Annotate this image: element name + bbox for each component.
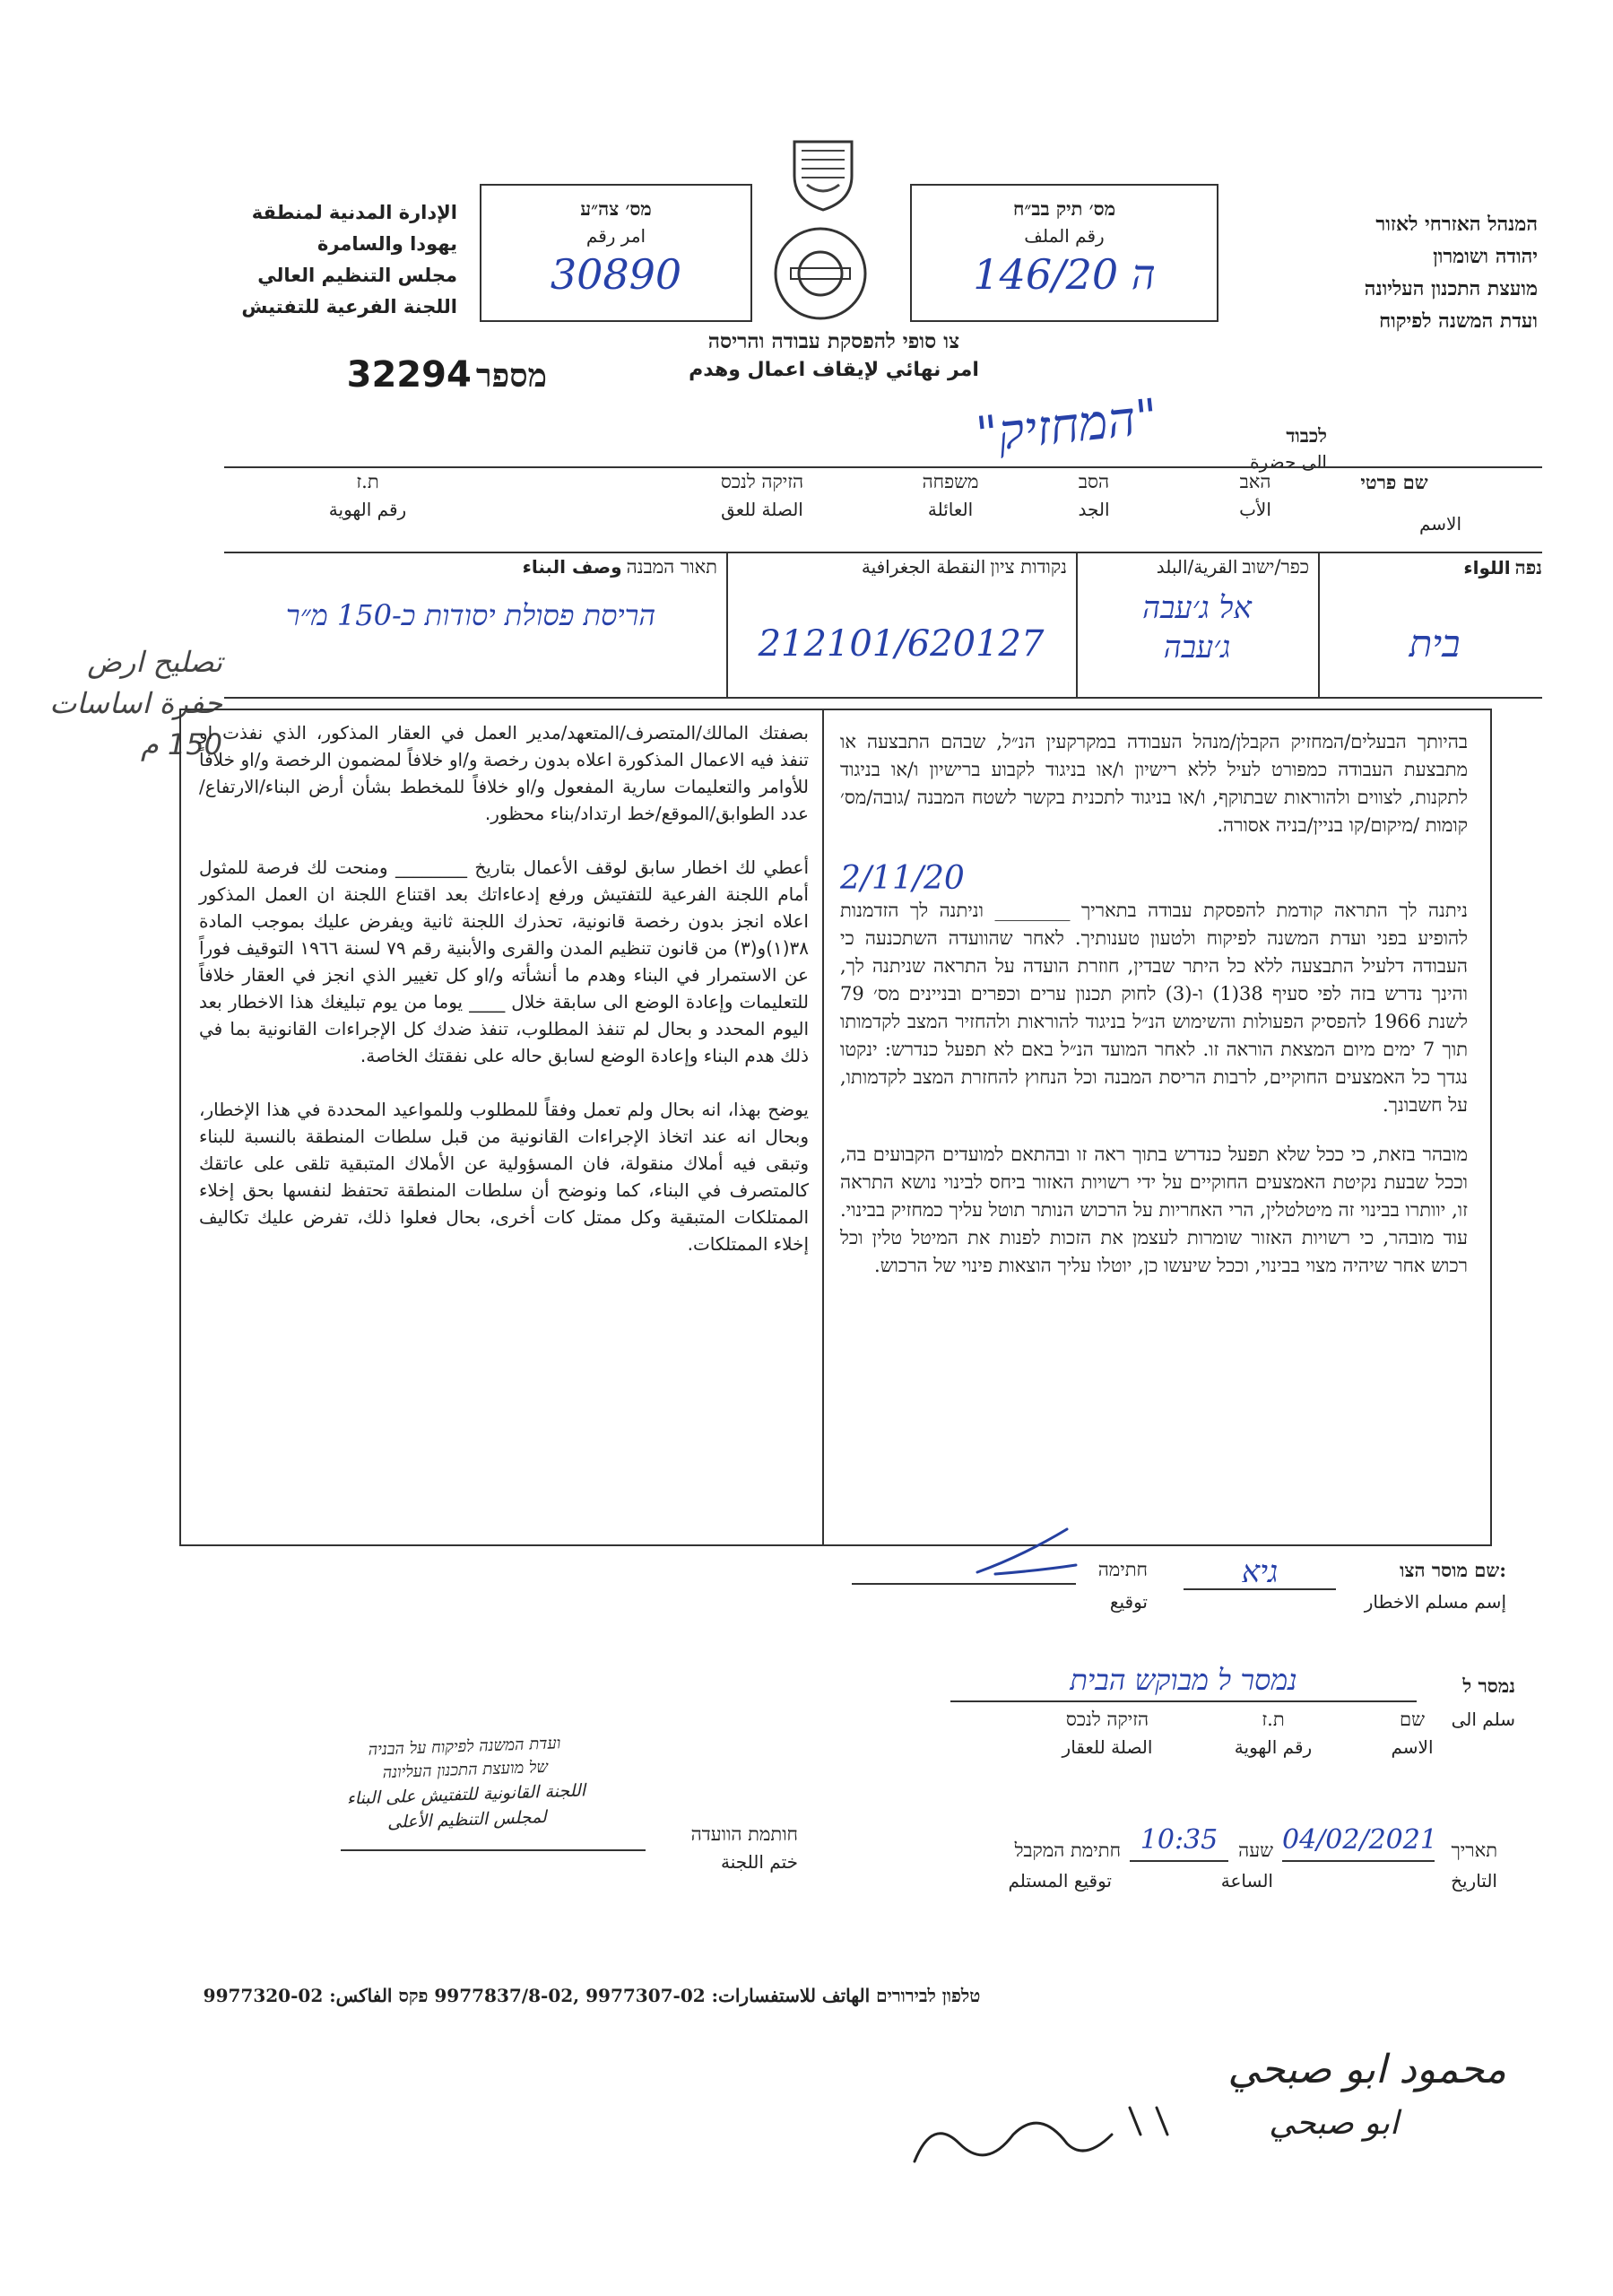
hebrew-body <box>840 728 1468 1280</box>
person-col-id <box>305 468 430 523</box>
hour-label-ar: الساعة <box>1220 1870 1273 1892</box>
order-number-value: 30890 <box>550 250 682 299</box>
server-signature <box>968 1520 1085 1583</box>
district-value: בית <box>1409 622 1461 665</box>
recipient-signature-label-he: חתימת המקבל <box>1014 1839 1121 1861</box>
file-label-ar: رقم الملف <box>1024 225 1105 247</box>
person-col-relation <box>690 468 834 523</box>
bottom-signature <box>906 2081 1192 2179</box>
col-header-ar: رقم الهوية <box>328 499 407 520</box>
delivered-col-ar: الصلة للعقار <box>1062 1736 1153 1758</box>
addressee-label-ar: الى حضرة <box>1250 451 1327 473</box>
delivered-col-ar: الاسم <box>1391 1736 1434 1758</box>
person-col-first-name <box>1327 468 1461 537</box>
arabic-paragraph-3: يوضح بهذا، انه بحال ولم تعمل وفقاً للمطلوب وللمواعيد المحددة في هذا الإخطار، وبحال انه عند اتخاذ الإجراءات القانونية من قبل سلطات المنطقة بالنسبة للبناء وتبقى فيه أملاك منقولة، فان المسؤولية عن الأملاك المتبقية تلقى على عاتقك كالمتصرف في البناء، كما ونوضح أن سلطات المنطقة تحتفظ لنفسها بحق إخلاء الممتلكات المتبقية وكل ممتل كات أخرى، بحال فعلوا ذلك، تفرض عليك تكاليف إخلاء الممتلكات. <box>199 1099 809 1255</box>
order-label-ar: امر رقم <box>585 225 646 247</box>
serial-label: מספר <box>475 357 547 395</box>
col-header-he: ת.ז <box>356 471 379 492</box>
server-signature-label-he: חתימה <box>1097 1559 1148 1580</box>
order-title-he: צו סופי להפסקת עבודה והריסה <box>707 329 960 353</box>
order-label-he: מס׳ צה״ע <box>580 197 652 220</box>
handwriting-line-1: محمود ابو صبحي <box>1227 2047 1506 2092</box>
delivered-col-id <box>1210 1706 1336 1761</box>
date-value: 04/02/2021 <box>1282 1821 1435 1862</box>
col-header-ar: الاسم <box>1418 513 1461 535</box>
authority-ar-line: يهودا والسامرة <box>317 233 457 255</box>
hebrew-paragraph-1: בהיותך הבעלים/המחזיק הקבלן/מנהל העבודה במקרקעין הנ״ל, שבהם התבצעה או מתבצעת העבודה כמפורט לעיל ללא רישיון ו/או בניגוד לקבוע ברישיון ו/או בניגוד לתקנות, לצווים ולהוראות שבתוקף, ו/או בניגוד לתכנית בקשר לשטח המבנה /גובה/מס׳ קומות /מיקום/קו בניין/בניה אסורה. <box>840 731 1468 836</box>
person-table <box>224 466 1542 544</box>
server-label-ar: إسم مسلم الاخطار <box>1364 1591 1506 1613</box>
authority-ar-line: مجلس التنظيم العالي <box>257 265 457 286</box>
handwriting-line-2: ابو صبحي <box>1269 2105 1399 2142</box>
committee-stamp-label-ar: ختم اللجنة <box>720 1851 798 1873</box>
description-value: הריסת פסולת יסודות כ-150 מ״ר <box>285 598 656 632</box>
location-table <box>224 552 1542 699</box>
col-header-ar: الأب <box>1239 499 1271 520</box>
file-number-box <box>910 184 1218 322</box>
delivered-col-he: ת.ז <box>1262 1709 1285 1730</box>
location-col-village <box>1085 553 1309 667</box>
person-col-family <box>888 468 1013 523</box>
stamp-line: اللجنة القانونية للتفتيش على البناء <box>346 1780 586 1809</box>
delivered-col-name <box>1363 1706 1461 1761</box>
authority-ar-line: اللجنة الفرعية للتفتيش <box>241 296 457 317</box>
server-signature-line <box>852 1583 1076 1585</box>
server-signature-label-ar: توقيع <box>1109 1591 1148 1613</box>
margin-note-line: تصليح ارض <box>87 645 222 679</box>
server-name-value: גיא <box>1184 1556 1336 1590</box>
stamp-line: ועדת המשנה לפיקוח על הבניה <box>368 1734 561 1760</box>
arabic-paragraph-2: أعطي لك اخطار سابق لوقف الأعمال بتاريخ ________ ومنحت لك فرصة للمثول أمام اللجنة الفرعية للتفتيش ورفع إدعاءاتك بعد اقتناع اللجنة ان العمل المذكور اعلاه انجز بدون رخصة قانونية، تحذرك اللجنة ثانية ويفرض عليك بموجب المادة ٣٨(١)و(٣) من قانون تنظيم المدن والقرى والأبنية رقم ٧٩ لسنة ١٩٦٦ التوقيف فوراً عن الاستمرار في البناء وهدم ما أنشأته و/او كل تغيير الذي انجز في العقار خلافاً للتعليمات وإعادة الوضع الى سابقة خلال ____ يوما من يوم تبليغك هذا الاخطار بعد اليوم المحدد و بحال لم تنفذ المطلوب، تنفذ ضدك كل الإجراءات القانونية بما في ذلك هدم البناء وإعادة الوضع لسابق حاله على نفقتك الخاصة. <box>199 857 810 1066</box>
stamp-line: של מועצת התכנון העליונה <box>382 1757 549 1783</box>
col-header-he: נפה <box>1514 556 1542 578</box>
person-col-father <box>1201 468 1309 523</box>
committee-stamp-label-he: חותמת הוועדה <box>690 1823 798 1845</box>
date-label-he: תאריך <box>1451 1839 1497 1861</box>
stamp-line: لمجلس التنظيم الأعلى <box>386 1806 548 1833</box>
location-col-coords <box>735 553 1067 671</box>
col-header-he: הסב <box>1078 471 1110 492</box>
margin-note-line: 150 م <box>140 727 222 761</box>
authority-he-line: מועצת התכנון העליונה <box>1364 277 1538 300</box>
delivered-col-ar: رقم الهوية <box>1234 1736 1313 1758</box>
hebrew-paragraph-2: ניתנה לך התראה קודמת להפסקת עבודה בתאריך ________ וניתנה לך הזדמנות להופיע בפני ועדת המשנה לפיקוח ולטעון טענותיך. לאחר שהוועדה השתכנעה כי העבודה דלעיל התבצעה ללא כל היתר שבדין, חוזרת הועדה על התראה שניתנה לך, והינך נדרש בזה לפי סעיף 38(1) ו-(3) לחוק תכנון ערים וכפרים ובניינים מס׳ 79 לשנת 1966 להפסיק הפעולות והשימוש הנ״ל בניגוד להוראות ולהחזיר המצב לקדמותו תוך 7 ימים מיום המצאת הוראה זו. לאחר המועד הנ״ל באם לא תפעל כנדרש: ינקטו נגדך כל האמצעים החוקיים, לרבות הריסת המבנה וכל הנחוץ להחזרת המצב לקדמותו, על חשבונך. <box>840 900 1469 1116</box>
delivered-row <box>924 1659 1515 1758</box>
seal-circle <box>771 224 870 323</box>
delivered-col-he: הזיקה לנכס <box>1065 1709 1149 1730</box>
col-header-ar: النقطة الجغرافية <box>861 556 986 578</box>
delivered-label-ar: سلم الى <box>1451 1709 1515 1730</box>
coords-value: 212101/620127 <box>758 623 1045 665</box>
authority-ar-line: الإدارة المدنية لمنطقة <box>251 202 457 223</box>
delivered-col-relation <box>1031 1706 1184 1761</box>
server-label-he: שם מוסר הצו: <box>1400 1559 1506 1581</box>
date-label-ar: التاريخ <box>1451 1870 1497 1892</box>
col-header-ar: وصف البناء <box>522 556 622 578</box>
arabic-paragraph-1: بصفتك المالك/المتصرف/المتعهد/مدير العمل في العقار المذكور، الذي نفذت او تنفذ فيه الاعمال المذكورة اعلاه بدون رخصة و/او خلافاً لمضمون الرخصة و/او خلافاً للأوامر والتعليمات سارية المفعول و/او خلافاً للمخطط بشأن أرض البناء/الارتفاع/عدد الطوابق/الموقع/خط ارتداد/بناء محظور. <box>199 722 809 824</box>
file-number-value: 146/20 ה <box>973 250 1156 299</box>
file-label-he: מס׳ תיק בב״ח <box>1012 197 1116 220</box>
server-row <box>861 1556 1506 1628</box>
arabic-body <box>199 719 809 1257</box>
col-header-he: האב <box>1239 471 1271 492</box>
col-header-ar: العائلة <box>927 499 974 520</box>
village-sub-value: ג׳עבה <box>1163 630 1231 665</box>
recipient-signature-label-ar: توقيع المستلم <box>1008 1870 1112 1892</box>
delivered-col-he: שם <box>1400 1709 1425 1730</box>
col-header-he: הזיקה לנכס <box>720 471 804 492</box>
hour-label-he: שעה <box>1238 1839 1273 1861</box>
col-header-ar: الجد <box>1078 499 1110 520</box>
committee-stamp <box>294 1729 639 1866</box>
col-header-he: נקודות ציון <box>990 556 1067 578</box>
col-header-he: משפחה <box>922 471 979 492</box>
col-header-he: תאור המבנה <box>626 556 717 578</box>
addressee-value: "המחזיק" <box>973 387 1161 464</box>
hebrew-previous-date: 2/11/20 <box>840 860 965 897</box>
authority-he-line: ועדת המשנה לפיקוח <box>1379 309 1538 333</box>
order-title-ar: امر نهائي لإيقاف اعمال وهدم <box>689 359 979 381</box>
location-col-description <box>224 553 717 637</box>
emblem <box>789 135 857 212</box>
col-header-ar: اللواء <box>1463 557 1511 578</box>
authority-hebrew <box>1242 208 1538 337</box>
col-header-he: כפר/ישוב <box>1242 556 1309 578</box>
authority-arabic <box>215 197 457 323</box>
authority-he-line: יהודה ושומרון <box>1433 245 1538 268</box>
order-number-box <box>480 184 752 322</box>
hour-value: 10:35 <box>1130 1821 1228 1862</box>
col-header-he: שם פרטי <box>1360 471 1428 493</box>
delivered-value: נמסר ל מבוקש הבית <box>950 1659 1417 1702</box>
village-value: אל ג׳עבה <box>1142 590 1252 626</box>
person-col-grandfather <box>1040 468 1148 523</box>
date-row <box>941 1821 1497 1901</box>
footer-phone: טלפון לבירורים الهاتف للاستفسارات: 02-9977307 ,02-9977837/8 פקס الفاكس: 02-9977320 <box>203 1985 981 2006</box>
order-body-box <box>179 709 1492 1546</box>
hebrew-paragraph-3: מובהר בזאת, כי ככל שלא תפעל כנדרש בתוך ראה זו ובהתאם למועדים הקבועים בה, וככל שבעת נקיטת האמצעים החוקיים על ידי רשויות האזור ביחס לבינוי נושא התראה זו, יוותרו בבינוי זה מיטלטלין, הרי האחריות על הרכוש הנותר תוטל עליך כמחזיק בבינוי. עוד מובהר, כי רשויות האזור שומרות לעצמן את הזכות לפנות את המיטל טלין וכל רכוש אחר שיהיה מצוי בבינוי, וככל שיעשו כן, יוטלו עליך הוצאות פינוי של הרכוש. <box>840 1144 1468 1276</box>
authority-he-line: המנהל האזרחי לאזור <box>1375 213 1538 236</box>
col-header-ar: القرية/البلد <box>1156 556 1238 578</box>
serial-value: 32294 <box>346 354 472 396</box>
addressee-label-he: לכבוד <box>1286 424 1327 447</box>
serial-number <box>305 354 547 396</box>
margin-note-line: حفرة اساسات <box>49 686 222 720</box>
col-header-ar: الصلة للعق <box>721 499 803 520</box>
location-col-district <box>1327 553 1542 671</box>
delivered-label-he: נמסר ל <box>1462 1674 1515 1697</box>
committee-stamp-field <box>655 1821 798 1901</box>
